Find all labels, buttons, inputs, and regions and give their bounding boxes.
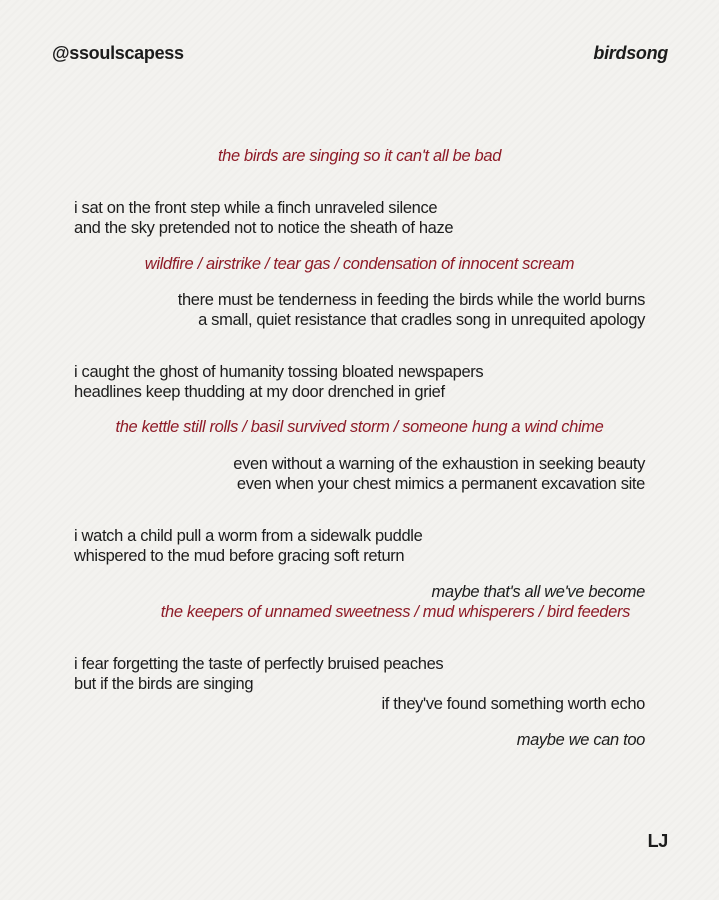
poem-line-accent: wildfire / airstrike / tear gas / condensation of innocent scream <box>144 255 575 273</box>
poem-line: i sat on the front step while a finch unraveled silence <box>74 199 438 217</box>
author-handle: @ssoulscapess <box>52 43 184 63</box>
poem-line: i watch a child pull a worm from a sidewalk puddle <box>74 527 423 545</box>
poem-line: even without a warning of the exhaustion in seeking beauty <box>233 455 645 473</box>
poem-line: a small, quiet resistance that cradles song in unrequited apology <box>198 311 645 329</box>
poem-line: even when your chest mimics a permanent excavation site <box>236 475 645 493</box>
signature: LJ <box>647 831 668 851</box>
poem-line: maybe we can too <box>516 731 645 749</box>
poem-line: and the sky pretended not to notice the sheath of haze <box>74 219 454 237</box>
poem-line: there must be tenderness in feeding the birds while the world burns <box>177 291 645 309</box>
poem-line: maybe that's all we've become <box>431 583 645 601</box>
poem-line: headlines keep thudding at my door drenched in grief <box>74 383 445 401</box>
poem-line-accent: the kettle still rolls / basil survived storm / someone hung a wind chime <box>115 418 604 436</box>
poem-line: i fear forgetting the taste of perfectly bruised peaches <box>74 655 444 673</box>
poem-title: birdsong <box>593 43 668 63</box>
poem-line-accent: the keepers of unnamed sweetness / mud whisperers / bird feeders <box>160 603 630 621</box>
poem-line: whispered to the mud before gracing soft return <box>74 547 405 565</box>
poem-line: but if the birds are singing <box>74 675 254 693</box>
poem-line: if they've found something worth echo <box>381 695 645 713</box>
epigraph: the birds are singing so it can't all be bad <box>217 147 502 165</box>
poem-line: i caught the ghost of humanity tossing bloated newspapers <box>74 363 484 381</box>
